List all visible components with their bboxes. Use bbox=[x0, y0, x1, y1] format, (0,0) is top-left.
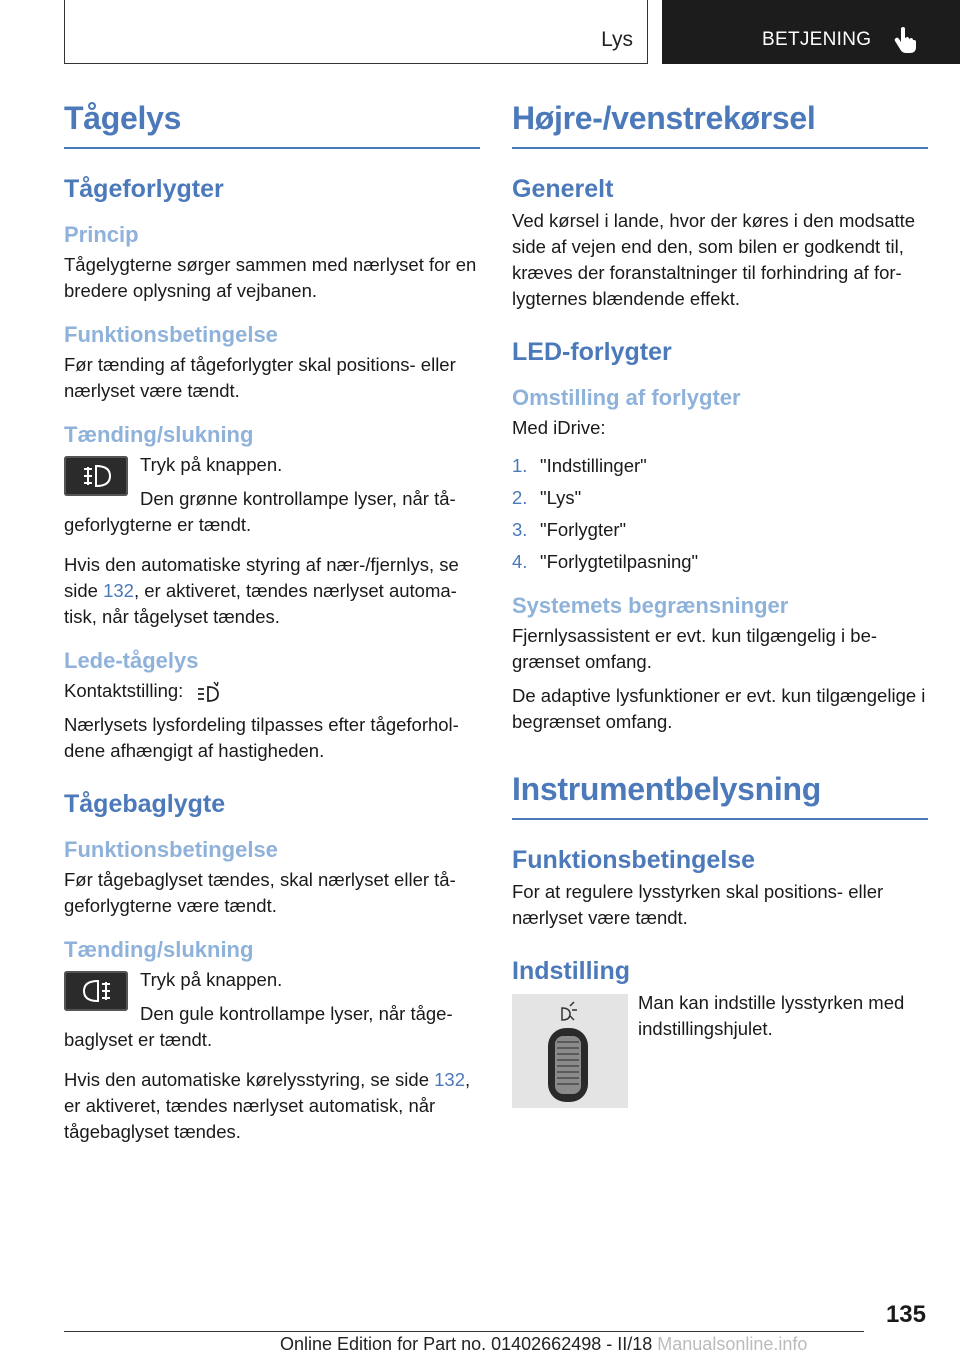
heading-instrument-condition: Funktionsbetingelse bbox=[512, 846, 756, 874]
idrive-text: Med iDrive: bbox=[512, 417, 606, 438]
footer-text bbox=[280, 1334, 807, 1355]
footer-divider bbox=[64, 1331, 864, 1332]
rear-fog-light-icon bbox=[82, 979, 112, 1003]
auto-text: Hvis den automatiske styring af nær-/fjernlys, se side 132, er aktiveret, tændes nærlyset automatisk, når tågelyset tændes. bbox=[64, 554, 459, 627]
heading-system-limits: Systemets begrænsninger bbox=[512, 593, 789, 618]
page-link-132[interactable]: 132 bbox=[103, 580, 134, 601]
lead-fog-text: Nærlysets lysfordeling tilpasses efter tågeforholdene afhængigt af hastigheden. bbox=[64, 714, 459, 761]
heading-instrument-lighting: Instrumentbelysning bbox=[512, 771, 928, 820]
front-fog-button-image bbox=[64, 456, 128, 496]
heading-setting: Indstilling bbox=[512, 957, 631, 985]
heading-principle: Princip bbox=[64, 222, 139, 247]
setting-row bbox=[512, 990, 928, 1114]
front-fog-light-icon bbox=[82, 464, 112, 488]
heading-led-headlights: LED-forlygter bbox=[512, 338, 672, 366]
heading-condition: Funktionsbetingelse bbox=[64, 322, 278, 347]
rear-fog-button-row bbox=[64, 967, 480, 1027]
header-section-title: Lys bbox=[601, 28, 633, 51]
edition-text: Online Edition for Part no. 01402662498 - II/18 bbox=[280, 1334, 653, 1354]
rear-page-link-132[interactable]: 132 bbox=[434, 1069, 466, 1090]
instrument-condition-text: For at regulere lysstyrken skal positions- eller nærlyset være tændt. bbox=[512, 881, 884, 928]
yellow-lamp-text-a: Den gule kontrollampe lyser, når tåge- bbox=[140, 1003, 453, 1024]
general-text: Ved kørsel i lande, hvor der køres i den modsatte side af vejen end den, som bilen er godkendt til, kræves der foranstaltninger til forhindring af forlygternes blændende effekt. bbox=[512, 210, 916, 309]
right-column bbox=[512, 100, 928, 1114]
rear-fog-button-image bbox=[64, 971, 128, 1011]
rear-auto-text: Hvis den automatiske kørelysstyring, se side 132, er aktiveret, tændes nærlyset automatisk, når tågebaglyset tændes. bbox=[64, 1069, 471, 1142]
left-column bbox=[64, 100, 480, 1153]
rear-press-button-text: Tryk på knappen. bbox=[140, 969, 283, 990]
contact-position-text: Kontaktstilling: bbox=[64, 678, 480, 704]
setting-text: Man kan indstille lysstyrken med indstillingshjulet. bbox=[638, 992, 905, 1039]
dimmer-wheel-icon bbox=[512, 994, 628, 1108]
page-number: 135 bbox=[885, 1301, 926, 1328]
lead-fog-light-icon bbox=[196, 681, 222, 703]
heading-front-fog: Tågeforlygter bbox=[64, 175, 224, 203]
yellow-lamp-text-b: baglyset er tændt. bbox=[64, 1029, 213, 1050]
heading-general: Generelt bbox=[512, 175, 614, 203]
limits-text-1: Fjernlysassistent er evt. kun tilgængelig i begrænset omfang. bbox=[512, 625, 878, 672]
watermark-text: Manualsonline.info bbox=[657, 1334, 808, 1354]
list-item: 1. "Indstillinger" bbox=[512, 455, 647, 476]
front-fog-button-row bbox=[64, 452, 480, 512]
list-item: 4. "Forlygtetilpasning" bbox=[512, 551, 699, 572]
header-chapter-title: BETJENING bbox=[762, 29, 872, 50]
dimmer-wheel-image bbox=[512, 994, 628, 1108]
heading-right-left-traffic: Højre-/venstrekørsel bbox=[512, 100, 928, 149]
heading-rear-condition: Funktionsbetingelse bbox=[64, 837, 278, 862]
heading-fog-lights: Tågelys bbox=[64, 100, 480, 149]
green-lamp-text-a: Den grønne kontrollampe lyser, når tå- bbox=[140, 488, 456, 509]
heading-rear-fog: Tågebaglygte bbox=[64, 790, 226, 818]
header-chapter-box bbox=[662, 0, 960, 64]
header-section-box bbox=[64, 0, 648, 64]
heading-lead-fog: Lede-tågelys bbox=[64, 648, 199, 673]
rear-condition-text: Før tågebaglyset tændes, skal nærlyset eller tågeforlygterne være tændt. bbox=[64, 869, 456, 916]
idrive-steps bbox=[512, 453, 928, 575]
list-item: 2. "Lys" bbox=[512, 487, 582, 508]
hand-pointer-icon bbox=[894, 26, 918, 54]
press-button-text: Tryk på knappen. bbox=[140, 454, 283, 475]
limits-text-2: De adaptive lysfunktioner er evt. kun tilgængelige i begrænset omfang. bbox=[512, 685, 926, 732]
list-item: 3. "Forlygter" bbox=[512, 519, 627, 540]
heading-on-off: Tænding/slukning bbox=[64, 422, 254, 447]
principle-text: Tågelygterne sørger sammen med nærlyset for en bredere oplysning af vejbanen. bbox=[64, 254, 477, 301]
green-lamp-text-b: geforlygterne er tændt. bbox=[64, 514, 252, 535]
heading-adjust-headlights: Omstilling af forlygter bbox=[512, 385, 741, 410]
heading-rear-on-off: Tænding/slukning bbox=[64, 937, 254, 962]
condition-text: Før tænding af tågeforlygter skal positions- eller nærlyset være tændt. bbox=[64, 354, 456, 401]
